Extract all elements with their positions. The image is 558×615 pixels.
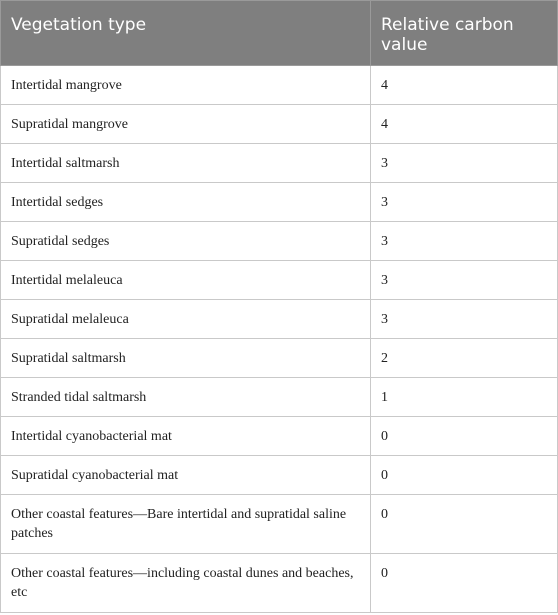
table-row: [1, 300, 558, 339]
vegetation-type-cell: Other coastal features—including coastal dunes and beaches, etc: [1, 554, 371, 613]
carbon-value-cell: 3: [371, 300, 558, 339]
carbon-value-cell: 3: [371, 183, 558, 222]
carbon-value-cell: 3: [371, 222, 558, 261]
table-row: [1, 222, 558, 261]
vegetation-type-cell: Supratidal melaleuca: [1, 300, 371, 339]
carbon-value-cell: 4: [371, 105, 558, 144]
table-row: [1, 378, 558, 417]
table-row: [1, 339, 558, 378]
vegetation-type-cell: Intertidal sedges: [1, 183, 371, 222]
vegetation-type-cell: Supratidal sedges: [1, 222, 371, 261]
vegetation-type-cell: Supratidal cyanobacterial mat: [1, 456, 371, 495]
table-row: [1, 183, 558, 222]
vegetation-type-cell: Stranded tidal saltmarsh: [1, 378, 371, 417]
carbon-value-cell: 2: [371, 339, 558, 378]
vegetation-type-cell: Supratidal mangrove: [1, 105, 371, 144]
carbon-value-cell: 0: [371, 554, 558, 613]
carbon-value-cell: 1: [371, 378, 558, 417]
carbon-value-cell: 0: [371, 456, 558, 495]
table-row: [1, 417, 558, 456]
vegetation-type-cell: Other coastal features—Bare intertidal and supratidal saline patches: [1, 495, 371, 554]
carbon-value-cell: 3: [371, 144, 558, 183]
table-row: [1, 554, 558, 613]
vegetation-type-cell: Supratidal saltmarsh: [1, 339, 371, 378]
vegetation-type-cell: Intertidal melaleuca: [1, 261, 371, 300]
vegetation-type-cell: Intertidal cyanobacterial mat: [1, 417, 371, 456]
vegetation-type-cell: Intertidal mangrove: [1, 66, 371, 105]
vegetation-type-cell: Intertidal saltmarsh: [1, 144, 371, 183]
carbon-value-cell: 3: [371, 261, 558, 300]
table-row: [1, 456, 558, 495]
carbon-value-cell: 0: [371, 417, 558, 456]
table-row: [1, 105, 558, 144]
carbon-value-cell: 0: [371, 495, 558, 554]
table-row: [1, 261, 558, 300]
carbon-value-cell: 4: [371, 66, 558, 105]
table-row: [1, 66, 558, 105]
header-relative-carbon-value: Relative carbon value: [371, 1, 558, 66]
header-vegetation-type: Vegetation type: [1, 1, 371, 66]
table-row: [1, 144, 558, 183]
table-row: [1, 495, 558, 554]
table-header-row: [1, 1, 558, 66]
